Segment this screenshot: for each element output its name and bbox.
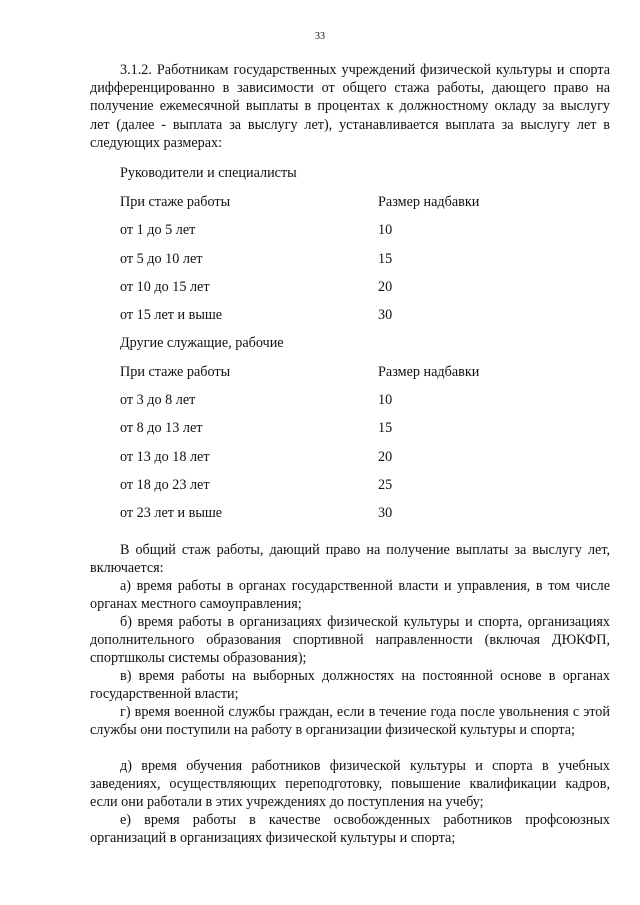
row-range: от 10 до 15 лет (120, 279, 210, 295)
intro-paragraph: 3.1.2. Работникам государственных учреждений физической культуры и спорта дифференцированно в зависимости от общего стажа работы, дающего право на получение ежемесячной выплаты в процентах к должностному окладу за выслугу лет (далее - выплата за выслугу лет), устанавливается выплата за выслугу лет в следующих размерах: (90, 62, 610, 151)
table-row (120, 447, 580, 467)
row-value: 30 (378, 307, 393, 323)
header-experience: При стаже работы (120, 364, 231, 380)
row-range: от 8 до 13 лет (120, 420, 203, 436)
row-range: от 5 до 10 лет (120, 251, 203, 267)
row-range: от 23 лет и выше (120, 505, 223, 521)
header-bonus: Размер надбавки (378, 194, 480, 210)
row-value: 25 (378, 477, 393, 493)
row-value: 15 (378, 251, 393, 267)
table-row (120, 475, 580, 495)
row-range: от 3 до 8 лет (120, 392, 196, 408)
row-value: 20 (378, 279, 393, 295)
group-title-managers: Руководители и специалисты (120, 165, 297, 181)
page-number: 33 (315, 31, 325, 42)
table-header (120, 192, 580, 212)
group-title-other-staff: Другие служащие, рабочие (120, 335, 284, 351)
header-experience: При стаже работы (120, 194, 231, 210)
table-row (120, 390, 580, 410)
list-item-f: е) время работы в качестве освобожденных работников профсоюзных организаций в организациях физической культуры и спорта; (90, 812, 610, 847)
list-item-c: в) время работы на выборных должностях на постоянной основе в органах государственной власти; (90, 668, 610, 703)
table-row (120, 277, 580, 297)
table-row (120, 249, 580, 269)
row-range: от 13 до 18 лет (120, 449, 210, 465)
row-value: 15 (378, 420, 393, 436)
row-range: от 15 лет и выше (120, 307, 223, 323)
table-row (120, 418, 580, 438)
row-range: от 1 до 5 лет (120, 222, 196, 238)
table-row (120, 503, 580, 523)
general-seniority-paragraph: В общий стаж работы, дающий право на получение выплаты за выслугу лет, включается: (90, 542, 610, 577)
table-row (120, 220, 580, 240)
row-value: 10 (378, 392, 393, 408)
table-row (120, 305, 580, 325)
list-item-e: д) время обучения работников физической культуры и спорта в учебных заведениях, осуществляющих переподготовку, повышение квалификации кадров, если они работали в этих учреждениях до поступления на учебу; (90, 758, 610, 811)
header-bonus: Размер надбавки (378, 364, 480, 380)
list-item-d: г) время военной службы граждан, если в течение года после увольнения с этой службы они поступили на работу в организации физической культуры и спорта; (90, 704, 610, 739)
row-value: 20 (378, 449, 393, 465)
row-range: от 18 до 23 лет (120, 477, 210, 493)
list-item-b: б) время работы в организациях физической культуры и спорта, организациях дополнительного образования спортивной направленности (включая ДЮКФП, спортшколы системы образования); (90, 614, 610, 667)
table-header (120, 362, 580, 382)
row-value: 10 (378, 222, 393, 238)
list-item-a: а) время работы в органах государственной власти и управления, в том числе органах местного самоуправления; (90, 578, 610, 613)
row-value: 30 (378, 505, 393, 521)
